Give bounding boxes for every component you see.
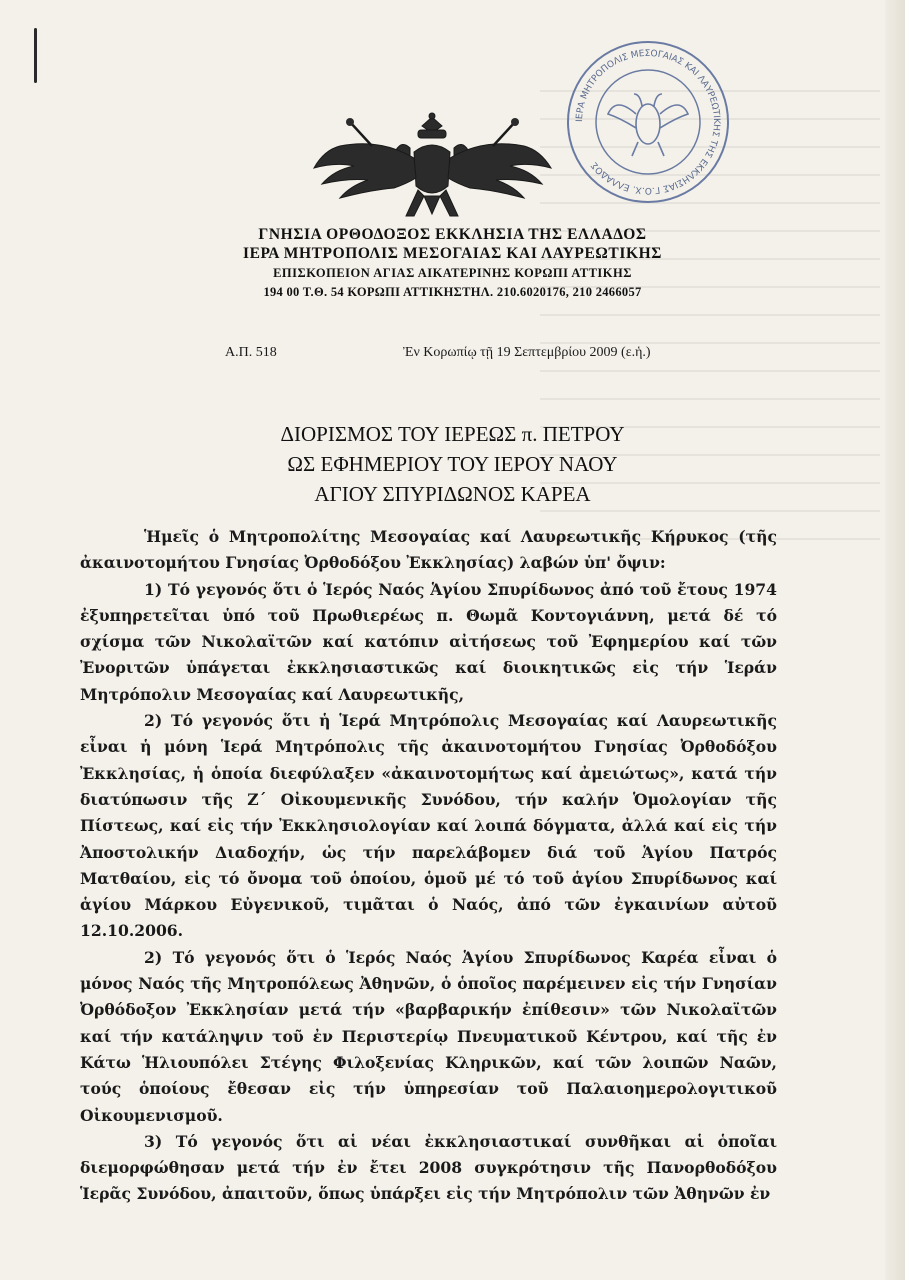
page-edge — [885, 0, 905, 1280]
metropolis-name-header: ΙΕΡΑ ΜΗΤΡΟΠΟΛΙΣ ΜΕΣΟΓΑΙΑΣ ΚΑΙ ΛΑΥΡΕΩΤΙΚΗΣ — [242, 245, 663, 262]
binder-mark — [34, 28, 37, 83]
postal-phone-header: 194 00 Τ.Θ. 54 ΚΟΡΩΠΙ ΑΤΤΙΚΗΣΤΗΛ. 210.6020176, 210 2466057 — [263, 285, 642, 299]
seal-stamp — [558, 32, 738, 212]
body-paragraph-3: 2) Τό γεγονός ὅτι ὁ Ἱερός Ναός Ἁγίου Σπυρίδωνος Καρέα εἶναι ὁ μόνος Ναός τῆς Μητροπόλεως Ἀθηνῶν, ὁ ὁποῖος παρέμεινεν εἰς τήν Γνησίαν Ὀρθόδοξον Ἐκκλησίαν μετά τήν «βαρβαρικήν ἐπίθεσιν» τῶν Νικολαϊτῶν καί τήν κατάληψιν τοῦ ἐν Περιστερίῳ Πνευματικοῦ Κέντρου, καί τῆς ἐν Κάτω Ἡλιουπόλει Στέγης Φιλοξενίας Κληρικῶν, καί τῶν λοιπῶν Ναῶν, τούς ὁποίους ἔθεσαν εἰς τήν ὑπηρεσίαν τοῦ Παλαιοημερολογιτικοῦ Οἰκουμενισμοῦ. — [80, 947, 777, 1125]
church-name-header: ΓΝΗΣΙΑ ΟΡΘΟΔΟΞΟΣ ΕΚΚΛΗΣΙΑ ΤΗΣ ΕΛΛΑΔΟΣ — [258, 226, 647, 243]
body-paragraph-4: 3) Τό γεγονός ὅτι αἱ νέαι ἐκκλησιαστικαί συνθῆκαι αἱ ὁποῖαι διεμορφώθησαν μετά τήν ἐν ἔτει 2008 συγκρότησιν τῆς Πανορθοδόξου Ἱερᾶς Συνόδου, ἀπαιτοῦν, ὅπως ὑπάρξει εἰς τήν Μητρόπολιν τῶν Ἀθηνῶν ἐν — [80, 1131, 777, 1204]
seal-text: ΙΕΡΑ ΜΗΤΡΟΠΟΛΙΣ ΜΕΣΟΓΑΙΑΣ ΚΑΙ ΛΑΥΡΕΩΤΙΚΗΣ ΤΗΣ ΕΚΚΛΗΣΙΑΣ Γ.Ο.Χ. ΕΛΛΑΔΟΣ — [574, 48, 722, 196]
body-paragraph-1: 1) Τό γεγονός ὅτι ὁ Ἱερός Ναός Ἁγίου Σπυρίδωνος ἀπό τοῦ ἔτους 1974 ἐξυπηρετεῖται ὑπό τοῦ Πρωθιερέως π. Θωμᾶ Κοντογιάννη, μετά δέ τό σχίσμα τῶν Νικολαϊτῶν καί κατόπιν αἰτήσεως τοῦ Ἐφημερίου καί τῶν Ἐνοριτῶν ὑπάγεται ἐκκλησιαστικῶς καί διοικητικῶς εἰς τήν Ἱεράν Μητρόπολιν Μεσογαίας καί Λαυρεωτικῆς, — [80, 579, 777, 704]
body-paragraph-2: 2) Τό γεγονός ὅτι ἡ Ἱερά Μητρόπολις Μεσογαίας καί Λαυρεωτικῆς εἶναι ἡ μόνη Ἱερά Μητρόπολις τῆς ἀκαινοτομήτου Γνησίας Ὀρθοδόξου Ἐκκλησίας, ἡ ὁποία διεφύλαξεν «ἀκαινοτομήτως καί ἀμειώτως», κατά τήν διατύπωσιν τῆς Ζ΄ Οἰκουμενικῆς Συνόδου, τήν καλήν Ὁμολογίαν τῆς Πίστεως, καί εἰς τήν Ἐκκλησιολογίαν καί λοιπά δόγματα, ἀλλά καί εἰς τήν Ἀποστολικήν Διαδοχήν, ὡς τήν παρελάβομεν διά τοῦ Ἁγίου Πατρός Ματθαίου, εἰς τό ὄνομα τοῦ ὁποίου, ὁμοῦ μέ τό τοῦ ἁγίου Σπυρίδωνος καί ἁγίου Μάρκου Εὐγενικοῦ, τιμᾶται ὁ Ναός, ἀπό τῶν ἐγκαινίων αὐτοῦ 12.10.2006. — [80, 711, 777, 941]
bishopric-address-header: ΕΠΙΣΚΟΠΕΙΟΝ ΑΓΙΑΣ ΑΙΚΑΤΕΡΙΝΗΣ ΚΟΡΩΠΙ ΑΤΤΙΚΗΣ — [273, 266, 632, 280]
double-headed-eagle-emblem — [310, 112, 555, 222]
body-paragraph-intro: Ἡμεῖς ὁ Μητροπολίτης Μεσογαίας καί Λαυρεωτικῆς Κήρυκος (τῆς ἀκαινοτομήτου Γνησίας Ὀρθοδόξου Ἐκκλησίας) λαβών ὑπ' ὄψιν: — [80, 527, 777, 573]
document-title-line-3: ΑΓΙΟΥ ΣΠΥΡΙΔΩΝΟΣ ΚΑΡΕΑ — [314, 482, 591, 506]
document-title-line-1: ΔΙΟΡΙΣΜΟΣ ΤΟΥ ΙΕΡΕΩΣ π. ΠΕΤΡΟΥ — [280, 422, 625, 446]
document-date: Ἐν Κορωπίῳ τῇ 19 Σεπτεμβρίου 2009 (ε.ἡ.) — [403, 345, 651, 360]
document-body — [80, 524, 777, 1208]
protocol-number: Α.Π. 518 — [225, 345, 277, 360]
document-title-line-2: ΩΣ ΕΦΗΜΕΡΙΟΥ ΤΟΥ ΙΕΡΟΥ ΝΑΟΥ — [287, 452, 618, 476]
